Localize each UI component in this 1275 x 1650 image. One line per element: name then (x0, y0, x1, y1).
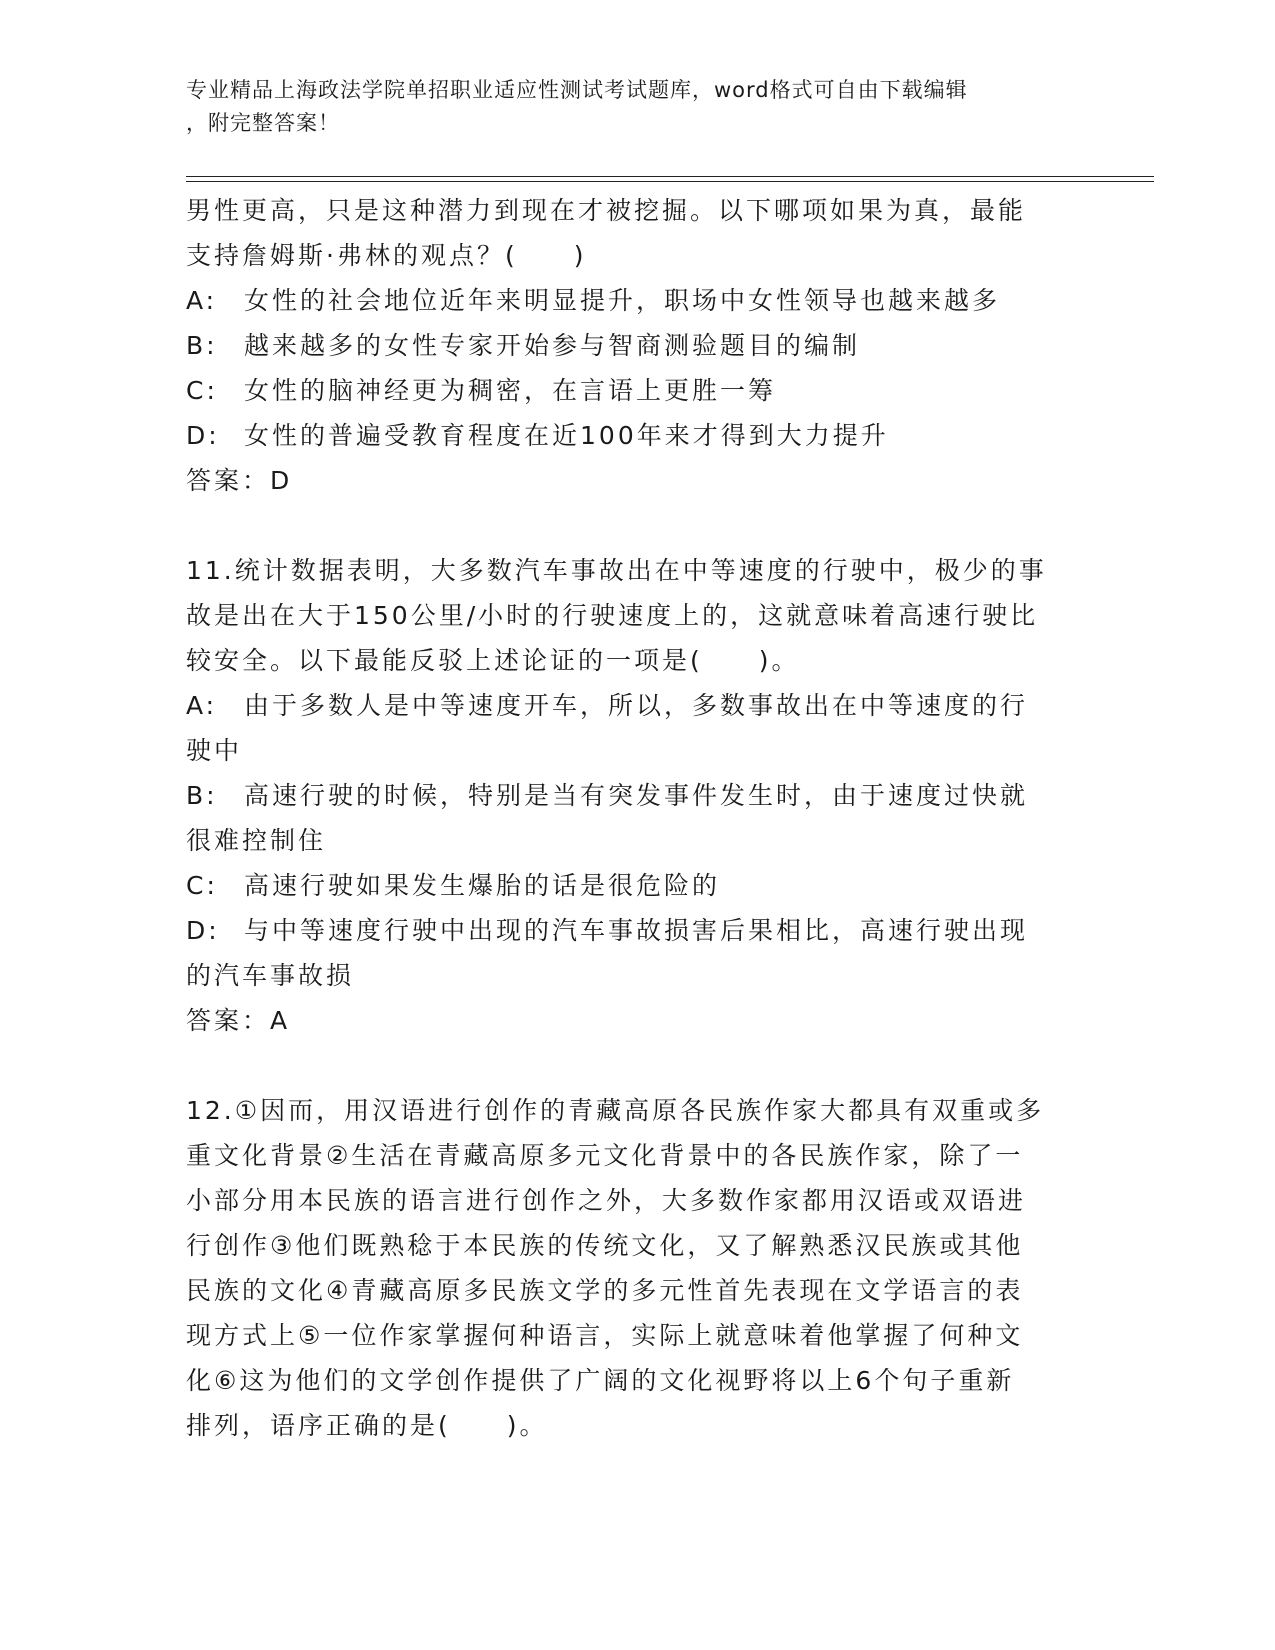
question-stem-line: 男性更高，只是这种潜力到现在才被挖掘。以下哪项如果为真，最能 (186, 196, 1027, 225)
option-text: 越来越多的女性专家开始参与智商测验题目的编制 (244, 331, 861, 360)
option-text: 由于多数人是中等速度开车，所以，多数事故出在中等速度的行 (244, 691, 1029, 720)
answer-line: 答案：A (186, 1006, 291, 1035)
document-body (186, 188, 1066, 1448)
option-label: D: (186, 916, 220, 945)
option-text: 女性的普遍受教育程度在近100年来才得到大力提升 (244, 421, 889, 450)
question-12 (186, 1088, 1066, 1448)
header-line-2: ，附完整答案！ (186, 111, 340, 135)
option-label: A: (186, 286, 218, 315)
option-label: A: (186, 691, 218, 720)
option-label: B: (186, 781, 218, 810)
option-text-continued: 驶中 (186, 736, 243, 765)
header-line-1: 专业精品上海政法学院单招职业适应性测试考试题库，word格式可自由下载编辑 (186, 78, 968, 102)
question-11 (186, 548, 1066, 1043)
question-stem-line: 行创作③他们既熟稔于本民族的传统文化，又了解熟悉汉民族或其他 (186, 1231, 1024, 1260)
option-b (186, 773, 1066, 818)
spacer (186, 503, 1066, 548)
question-stem-line: 故是出在大于150公里/小时的行驶速度上的，这就意味着高速行驶比 (186, 601, 1039, 630)
option-text-continued: 很难控制住 (186, 826, 327, 855)
question-stem-line: 现方式上⑤一位作家掌握何种语言，实际上就意味着他掌握了何种文 (186, 1321, 1024, 1350)
option-text-continued: 的汽车事故损 (186, 961, 355, 990)
page-header (186, 74, 1066, 140)
question-stem-line: 排列，语序正确的是( )。 (186, 1411, 548, 1440)
option-text: 女性的社会地位近年来明显提升，职场中女性领导也越来越多 (244, 286, 1001, 315)
answer-line: 答案：D (186, 466, 293, 495)
option-d (186, 413, 1066, 458)
question-stem-line: 11.统计数据表明，大多数汽车事故出在中等速度的行驶中，极少的事 (186, 556, 1047, 585)
question-stem-line: 重文化背景②生活在青藏高原多元文化背景中的各民族作家，除了一 (186, 1141, 1024, 1170)
option-text: 高速行驶如果发生爆胎的话是很危险的 (244, 871, 721, 900)
question-stem-line: 支持詹姆斯·弗林的观点？( ) (186, 241, 587, 270)
option-a (186, 683, 1066, 728)
option-d (186, 908, 1066, 953)
question-stem-line: 较安全。以下最能反驳上述论证的一项是( )。 (186, 646, 800, 675)
question-stem-line: 12.①因而，用汉语进行创作的青藏高原各民族作家大都具有双重或多 (186, 1096, 1045, 1125)
header-rule-top (186, 176, 1154, 177)
option-text: 与中等速度行驶中出现的汽车事故损害后果相比，高速行驶出现 (244, 916, 1029, 945)
option-c (186, 368, 1066, 413)
header-rule-bottom (186, 181, 1154, 182)
option-label: D: (186, 421, 220, 450)
option-b (186, 323, 1066, 368)
option-label: B: (186, 331, 218, 360)
option-a (186, 278, 1066, 323)
question-stem-line: 小部分用本民族的语言进行创作之外，大多数作家都用汉语或双语进 (186, 1186, 1027, 1215)
option-label: C: (186, 376, 218, 405)
question-10 (186, 188, 1066, 503)
option-label: C: (186, 871, 218, 900)
option-text: 高速行驶的时候，特别是当有突发事件发生时，由于速度过快就 (244, 781, 1029, 810)
option-text: 女性的脑神经更为稠密，在言语上更胜一筹 (244, 376, 777, 405)
option-c (186, 863, 1066, 908)
question-stem-line: 化⑥这为他们的文学创作提供了广阔的文化视野将以上6个句子重新 (186, 1366, 1015, 1395)
question-stem-line: 民族的文化④青藏高原多民族文学的多元性首先表现在文学语言的表 (186, 1276, 1024, 1305)
spacer (186, 1043, 1066, 1088)
